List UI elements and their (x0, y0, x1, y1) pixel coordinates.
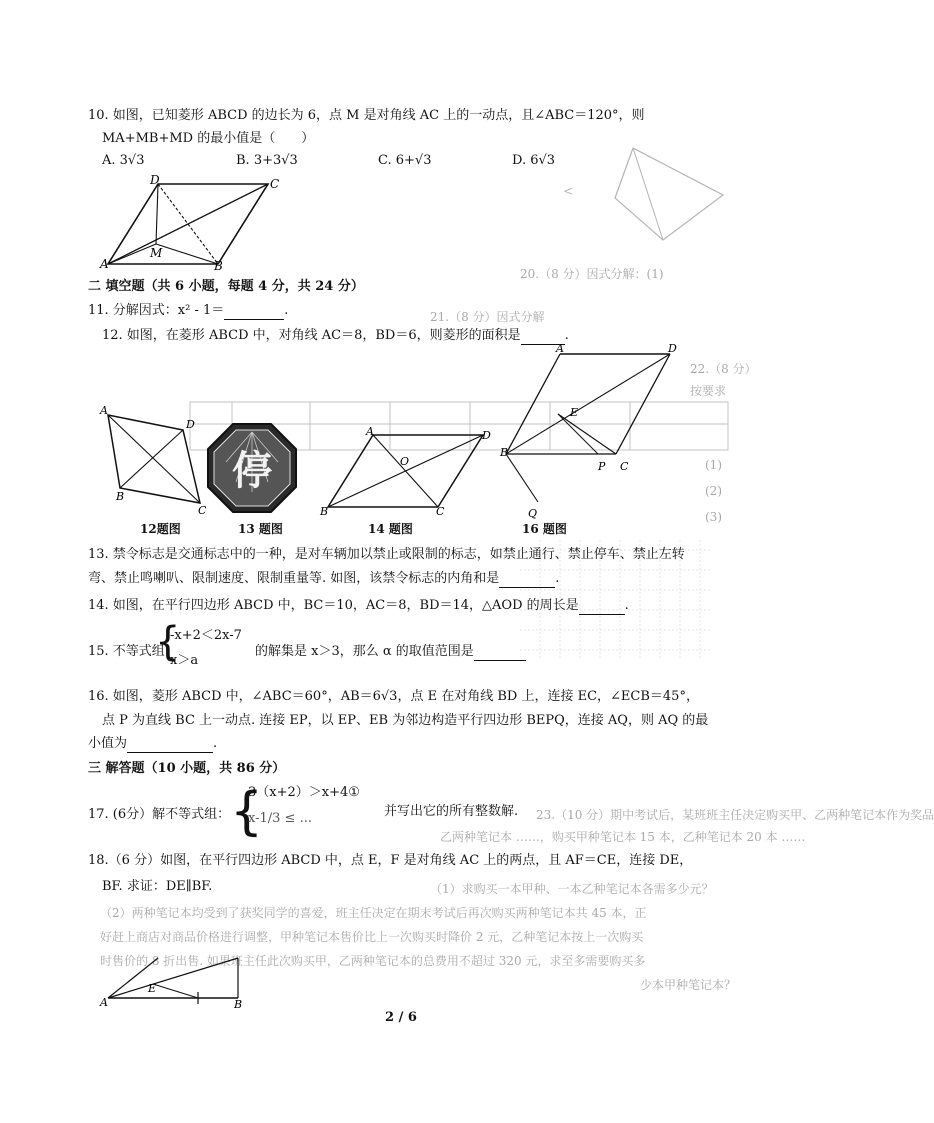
label-b: B (214, 259, 223, 273)
ghost-q23e: 好赶上商店对商品价格进行调整，甲种笔记本售价比上一次购买时降价 2 元，乙种笔记本按上一次购买 (100, 930, 644, 944)
q16-line1: 16. 如图，菱形 ABCD 中，∠ABC＝60°，AB＝6√3，点 E 在对角线 BD 上，连接 EC，∠ECB＝45°， (88, 689, 699, 704)
svg-text:A: A (100, 996, 108, 1009)
q17-prefix: 17. (6分）解不等式组： (88, 807, 231, 822)
ghost-q23c: （1）求购买一本甲种、一本乙种笔记本各需多少元？ (430, 882, 714, 896)
q15-inequality-1: -x+2＜2x-7 (170, 628, 242, 643)
ghost-opt2: (2) (705, 484, 722, 498)
svg-text:C: C (198, 504, 207, 517)
q10-line2: MA+MB+MD 的最小值是（ ） (102, 131, 315, 146)
q14: 14. 如图，在平行四边形 ABCD 中，BC＝10，AC＝8，BD＝14，△AOD 的周长是 . (88, 598, 629, 613)
svg-text:D: D (668, 342, 677, 355)
q18-parallelogram-figure (98, 950, 258, 1011)
q10-option-c: C. 6+√3 (378, 153, 432, 168)
q15-suffix: 的解集是 x＞3，那么 α 的取值范围是 (255, 643, 526, 661)
svg-text:Q: Q (528, 507, 538, 520)
svg-text:O: O (400, 455, 410, 468)
fig12-rhombus (98, 400, 216, 518)
bleed-through-figure (545, 140, 735, 250)
section-3-title: 三 解答题（10 小题，共 86 分） (88, 761, 286, 776)
svg-text:D: D (482, 429, 491, 442)
svg-text:D: D (186, 418, 195, 431)
svg-text:<: < (563, 184, 574, 198)
q17-inequality-1: 3（x+2）＞x+4① (248, 785, 360, 800)
q10-option-b: B. 3+3√3 (236, 153, 298, 168)
svg-text:B: B (320, 505, 329, 518)
q10-option-d: D. 6√3 (512, 153, 556, 168)
ghost-q23g: 少本甲种笔记本？ (640, 978, 737, 992)
caption-fig14: 14 题图 (368, 522, 413, 536)
svg-text:A: A (556, 342, 564, 355)
svg-text:B: B (500, 446, 509, 459)
ghost-q20: 20.（8 分）因式分解：(1) (520, 267, 664, 281)
q17-inequality-2: x-1/3 ≤ ... (248, 811, 312, 826)
svg-text:B: B (116, 490, 125, 503)
label-m: M (150, 246, 163, 260)
q15-brace: { (155, 619, 181, 665)
q18-line1: 18.（6 分）如图，在平行四边形 ABCD 中，点 E，F 是对角线 AC 上的两点，且 AF＝CE，连接 DE， (88, 853, 693, 868)
q10-line1: 10. 如图，已知菱形 ABCD 的边长为 6，点 M 是对角线 AC 上的一动点，且∠ABC＝120°，则 (88, 108, 645, 123)
ghost-q21: 21.（8 分）因式分解 (430, 310, 545, 324)
q11: 11. 分解因式：x² - 1＝ . (88, 303, 289, 318)
ghost-opt1: (1) (705, 458, 722, 472)
svg-text:C: C (436, 505, 445, 518)
fig13-stop-sign (206, 422, 298, 514)
svg-text:C: C (620, 460, 629, 473)
q10-option-a: A. 3√3 (102, 153, 145, 168)
caption-fig12: 12题图 (140, 522, 181, 536)
svg-text:A: A (366, 425, 374, 438)
fig14-parallelogram (318, 425, 503, 517)
label-a: A (100, 257, 109, 271)
page-number: 2 / 6 (385, 1010, 417, 1025)
q15-prefix: 15. 不等式组 (88, 644, 165, 659)
caption-fig16: 16 题图 (522, 522, 567, 536)
svg-text:E: E (570, 406, 579, 419)
q17-brace: { (230, 782, 264, 842)
label-c: C (270, 177, 280, 191)
q18-line2: BF. 求证：DE∥BF. (102, 879, 213, 894)
q16-line3: 小值为 . (88, 736, 218, 751)
ghost-q23d: （2）两种笔记本均受到了获奖同学的喜爱，班主任决定在期末考试后再次购买两种笔记本共 45 本，正 (100, 906, 647, 920)
stop-sign-character: 停 (232, 447, 272, 494)
ghost-q22: 22.（8 分） (690, 362, 757, 376)
ghost-opt3: (3) (705, 510, 722, 524)
q10-rhombus-figure (98, 172, 288, 272)
label-d: D (150, 173, 160, 187)
svg-text:P: P (598, 460, 606, 473)
ghost-q22b: 按要求 (690, 384, 727, 398)
q13-line2: 弯、禁止鸣喇叭、限制速度、限制重量等. 如图，该禁令标志的内角和是 . (88, 571, 560, 586)
section-2-title: 二 填空题（共 6 小题，每题 4 分，共 24 分） (88, 279, 364, 294)
ghost-q23f: 时售价的 8 折出售. 如果班主任此次购买甲，乙两种笔记本的总费用不超过 320 元，求至多需要购买多 (100, 954, 646, 968)
svg-text:B: B (234, 998, 243, 1011)
svg-text:A: A (100, 404, 108, 417)
q15-inequality-2: x＞a (170, 653, 199, 668)
fig16-rhombus (498, 342, 688, 522)
caption-fig13: 13 题图 (238, 522, 283, 536)
q13-line1: 13. 禁令标志是交通标志中的一种，是对车辆加以禁止或限制的标志，如禁止通行、禁止停车、禁止左转 (88, 547, 685, 562)
ghost-q23: 23.（10 分）期中考试后，某班班主任决定购买甲、乙两种笔记本作为奖品 (536, 808, 934, 822)
q17-suffix: 并写出它的所有整数解. (384, 804, 519, 819)
q16-line2: 点 P 为直线 BC 上一动点. 连接 EP，以 EP、EB 为邻边构造平行四边形 BEPQ，连接 AQ，则 AQ 的最 (102, 713, 709, 728)
ghost-q23b: 乙两种笔记本 ……，购买甲种笔记本 15 本，乙种笔记本 20 本 …… (440, 830, 806, 844)
q12: 12. 如图，在菱形 ABCD 中，对角线 AC＝8，BD＝6，则菱形的面积是 . (102, 328, 569, 343)
svg-text:E: E (148, 982, 157, 995)
